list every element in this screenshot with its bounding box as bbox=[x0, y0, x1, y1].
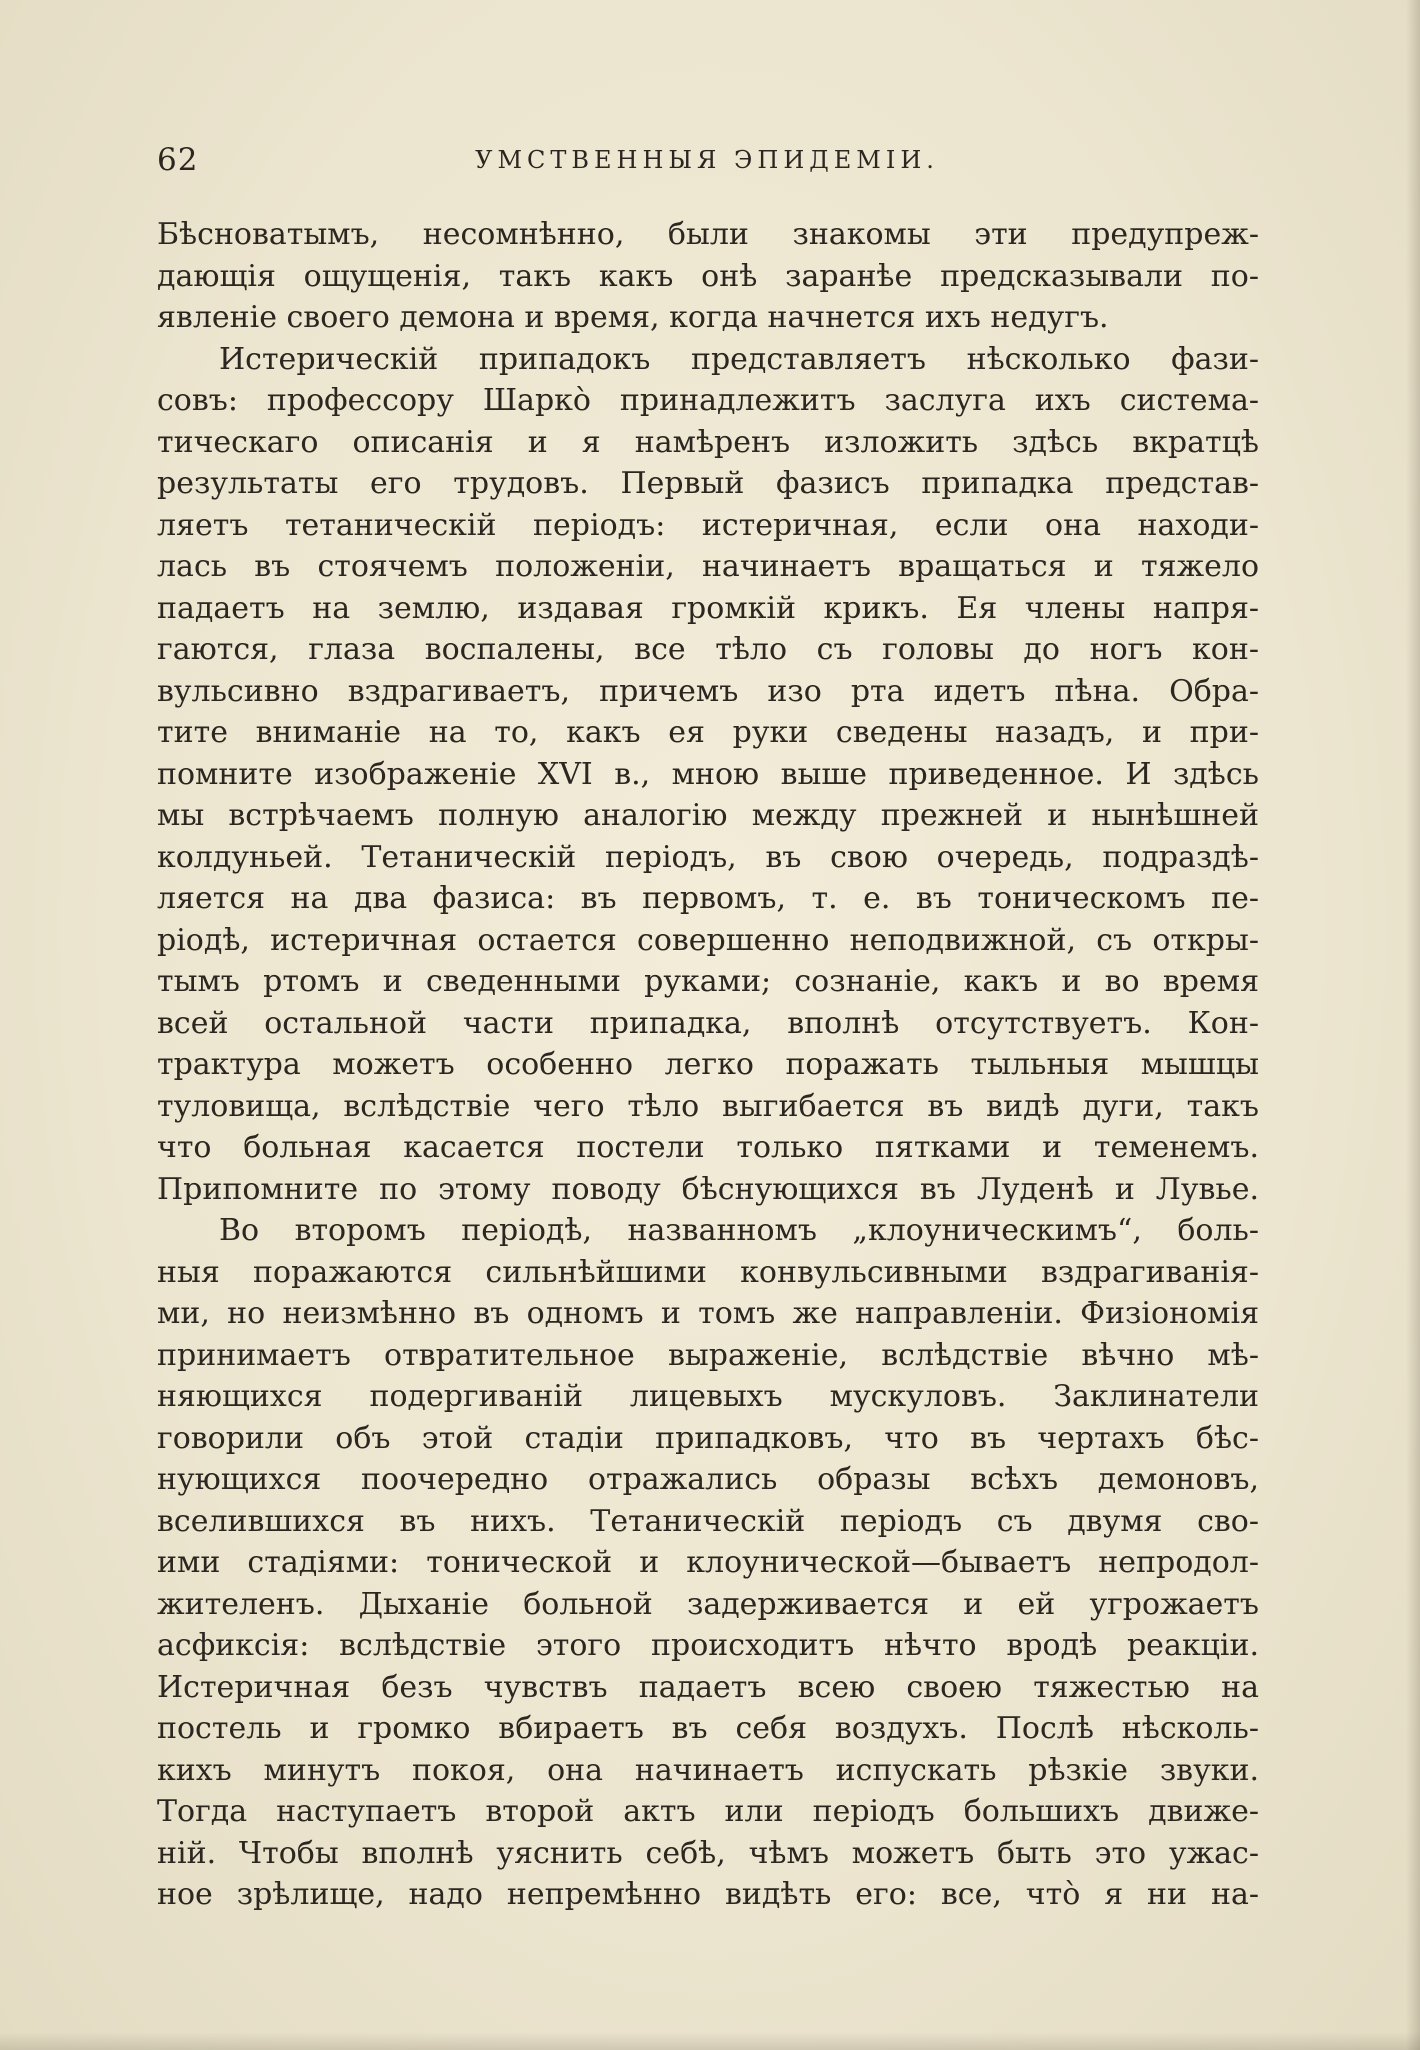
text-line: ріодѣ, истеричная остается совершенно неподвижной, съ откры- bbox=[157, 922, 1259, 958]
text-line: Истерическій припадокъ представляетъ нѣсколько фази- bbox=[219, 341, 1259, 377]
text-line: трактура можетъ особенно легко поражать тыльныя мышцы bbox=[157, 1047, 1259, 1082]
text-line: няющихся подергиваній лицевыхъ мускуловъ. Заклинатели bbox=[157, 1379, 1259, 1414]
text-line: ное зрѣлище, надо непремѣнно видѣть его: все, чтò я ни на- bbox=[157, 1877, 1259, 1912]
text-line: совъ: профессору Шаркò принадлежитъ заслуга ихъ система- bbox=[157, 383, 1259, 418]
page-bottom-shadow bbox=[0, 2032, 1420, 2050]
text-line: Во второмъ періодѣ, названномъ „клоуническимъ“, боль- bbox=[219, 1213, 1259, 1248]
text-line: Тогда наступаетъ второй актъ или періодъ большихъ движе- bbox=[157, 1794, 1259, 1829]
text-line: говорили объ этой стадіи припадковъ, что въ чертахъ бѣс- bbox=[157, 1420, 1259, 1456]
text-line: вселившихся въ нихъ. Тетаническій періодъ съ двумя сво- bbox=[157, 1503, 1259, 1539]
text-line: Припомните по этому поводу бѣснующихся въ Луденѣ и Лувье. bbox=[157, 1171, 1259, 1207]
text-line: лась въ стоячемъ положеніи, начинаетъ вращаться и тяжело bbox=[157, 549, 1259, 584]
text-line: падаетъ на землю, издавая громкій крикъ. Ея члены напря- bbox=[157, 590, 1259, 626]
text-line: Истеричная безъ чувствъ падаетъ всею своею тяжестью на bbox=[157, 1669, 1259, 1705]
running-title: УМСТВЕННЫЯ ЭПИДЕМІИ. bbox=[475, 146, 939, 174]
text-line: ими стадіями: тонической и клоунической—бываетъ непродол- bbox=[157, 1545, 1259, 1580]
text-line: принимаетъ отвратительное выраженіе, вслѣдствіе вѣчно мѣ- bbox=[157, 1337, 1259, 1373]
text-line: ми, но неизмѣнно въ одномъ и томъ же направленіи. Физіономія bbox=[157, 1296, 1259, 1331]
text-line: что больная касается постели только пятками и теменемъ. bbox=[157, 1130, 1259, 1165]
text-line: ній. Чтобы вполнѣ уяснить себѣ, чѣмъ можетъ быть это ужас- bbox=[157, 1835, 1259, 1871]
text-line: жителенъ. Дыханіе больной задерживается и ей угрожаетъ bbox=[157, 1586, 1259, 1622]
text-line: тическаго описанія и я намѣренъ изложить здѣсь вкратцѣ bbox=[157, 424, 1259, 460]
text-line: кихъ минутъ покоя, она начинаетъ испускать рѣзкіе звуки. bbox=[157, 1752, 1259, 1788]
text-line: ляется на два фазиса: въ первомъ, т. е. въ тоническомъ пе- bbox=[157, 881, 1259, 916]
text-line: гаются, глаза воспалены, все тѣло съ головы до ногъ кон- bbox=[157, 632, 1259, 667]
page-edge-shadow bbox=[1406, 0, 1420, 2050]
text-line: явленіе своего демона и время, когда начнется ихъ недугъ. bbox=[157, 300, 1109, 335]
text-line: помните изображеніе XVI в., мною выше приведенное. И здѣсь bbox=[157, 756, 1259, 792]
text-line: мы встрѣчаемъ полную аналогію между прежней и нынѣшней bbox=[157, 798, 1259, 833]
text-line: тымъ ртомъ и сведенными руками; сознаніе, какъ и во время bbox=[157, 964, 1259, 999]
page-number: 62 bbox=[157, 142, 199, 178]
text-line: тите вниманіе на то, какъ ея руки сведены назадъ, и при- bbox=[157, 715, 1259, 750]
text-line: колдуньей. Тетаническій періодъ, въ свою очередь, подраздѣ- bbox=[157, 839, 1259, 875]
text-line: вульсивно вздрагиваетъ, причемъ изо рта идетъ пѣна. Обра- bbox=[157, 673, 1259, 709]
text-line: асфиксія: вслѣдствіе этого происходитъ нѣчто вродѣ реакціи. bbox=[157, 1628, 1259, 1663]
text-line: ляетъ тетаническій періодъ: истеричная, если она находи- bbox=[157, 507, 1259, 543]
text-line: дающія ощущенія, такъ какъ онѣ заранѣе предсказывали по- bbox=[157, 258, 1259, 294]
text-line: ныя поражаются сильнѣйшими конвульсивными вздрагиванія- bbox=[157, 1254, 1259, 1290]
body-text bbox=[157, 214, 1259, 1916]
text-line: всей остальной части припадка, вполнѣ отсутствуетъ. Кон- bbox=[157, 1005, 1259, 1041]
text-line: результаты его трудовъ. Первый фазисъ припадка представ- bbox=[157, 466, 1259, 501]
text-line: постель и громко вбираетъ въ себя воздухъ. Послѣ нѣсколь- bbox=[157, 1711, 1259, 1746]
text-line: Бѣсноватымъ, несомнѣнно, были знакомы эти предупреж- bbox=[157, 217, 1259, 252]
text-line: туловища, вслѣдствіе чего тѣло выгибается въ видѣ дуги, такъ bbox=[157, 1088, 1259, 1124]
page-header bbox=[157, 142, 1257, 186]
text-line: нующихся поочередно отражались образы всѣхъ демоновъ, bbox=[157, 1462, 1259, 1497]
